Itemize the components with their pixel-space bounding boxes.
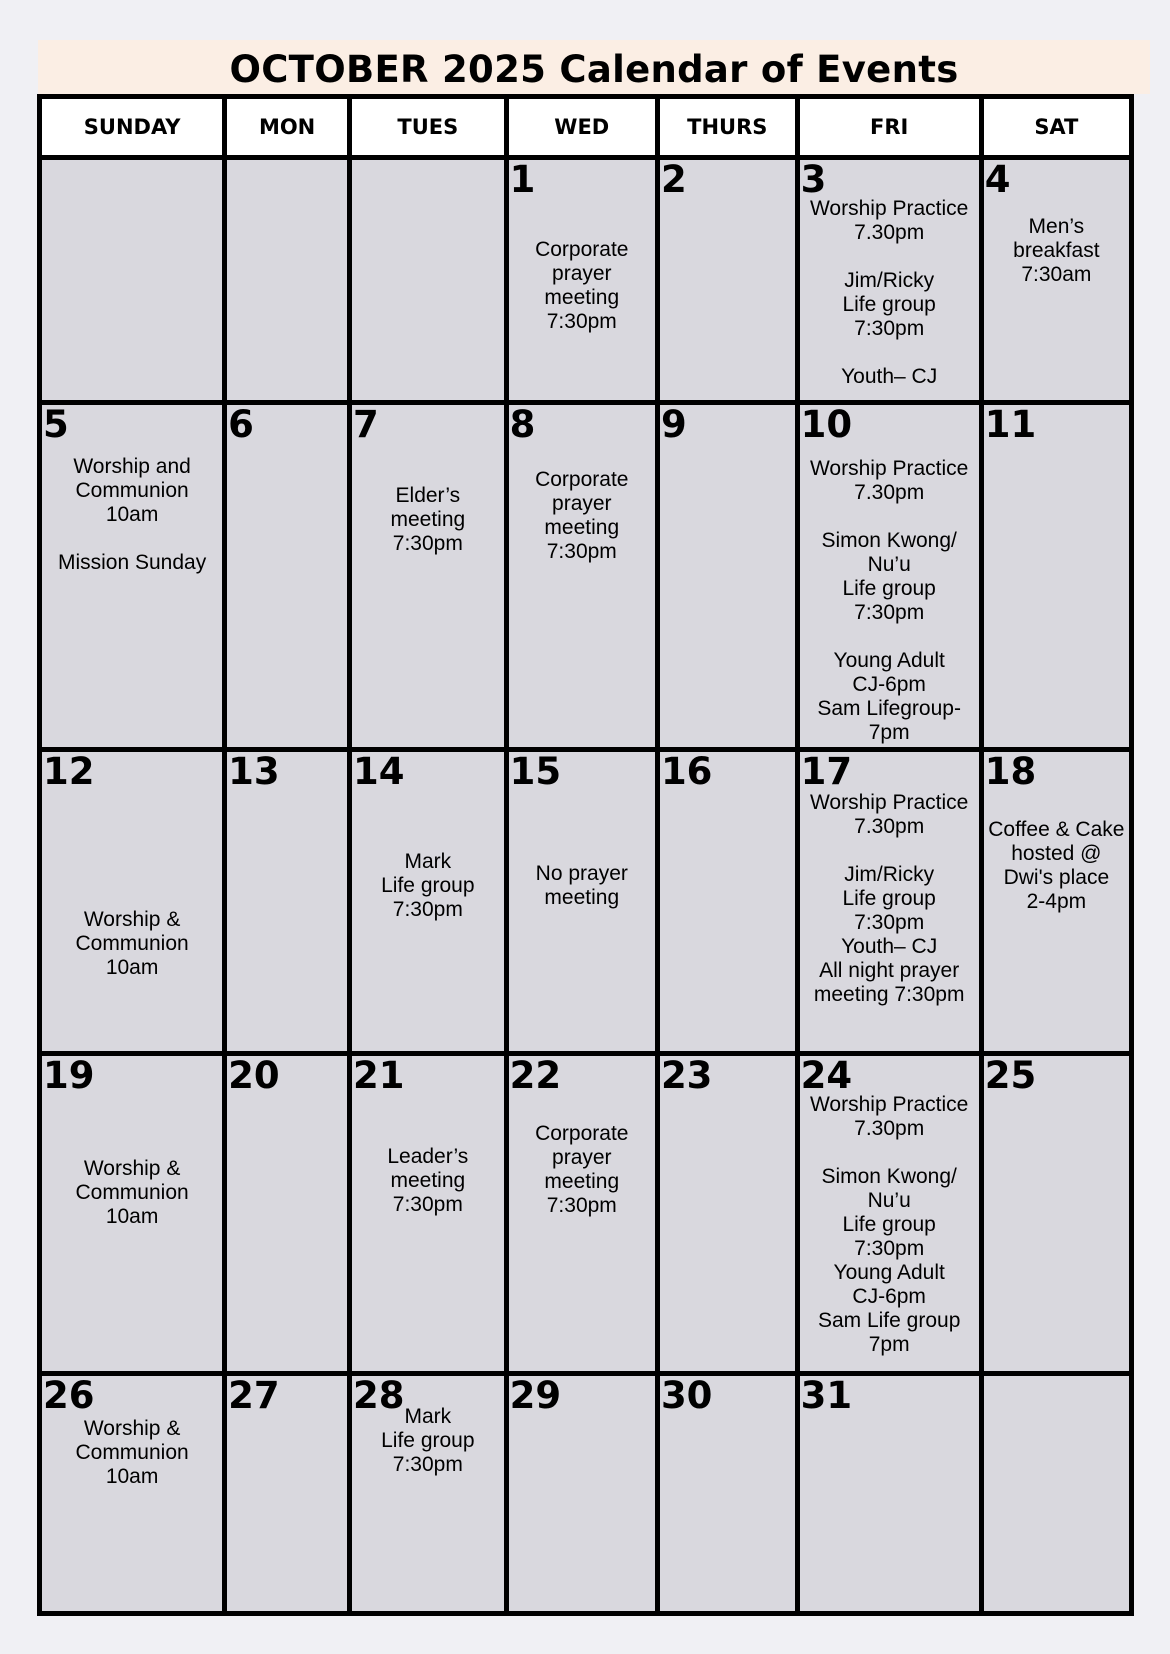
day-cell [981,750,1131,1054]
day-number: 16 [660,750,713,794]
day-cell [506,1054,657,1374]
day-number: 31 [800,1374,853,1418]
day-number: 5 [43,402,69,446]
day-cell [981,1374,1131,1614]
day-cell [797,158,981,403]
weekday-header-friday: FRI [797,97,981,158]
day-cell [225,1054,350,1374]
day-cell [657,1374,797,1614]
day-cell [350,402,507,749]
day-events: Mark Life group 7:30pm [381,850,475,922]
weekday-header-monday: MON [225,97,350,158]
title-banner [38,40,1150,94]
day-events: Mark Life group 7:30pm [381,1405,475,1477]
week-row [40,750,1132,1054]
day-number: 11 [984,402,1037,446]
day-cell [40,158,225,403]
day-cell [657,1054,797,1374]
day-cell [350,750,507,1054]
week-row [40,1374,1132,1614]
day-number: 13 [228,750,280,794]
day-cell [981,402,1131,749]
day-cell [797,1374,981,1614]
day-cell [350,158,507,403]
week-row [40,402,1132,749]
day-cell [506,750,657,1054]
day-number: 20 [228,1054,280,1098]
day-number: 28 [353,1374,405,1418]
day-number: 19 [43,1054,95,1098]
day-cell [40,750,225,1054]
day-events: Corporate prayer meeting 7:30pm [535,238,629,333]
day-cell [797,402,981,749]
day-number: 7 [353,402,379,446]
day-number: 18 [984,750,1037,794]
day-cell [350,1054,507,1374]
day-cell [797,750,981,1054]
day-cell [797,1054,981,1374]
day-number: 22 [509,1054,562,1098]
weekday-header-thursday: THURS [657,97,797,158]
day-events: Worship and Communion 10am Mission Sunday [57,454,207,574]
day-events: Worship Practice 7.30pm Simon Kwong/ Nu’u Life group 7:30pm Young Adult CJ-6pm Sam Life group 7pm [809,1093,969,1357]
day-number: 4 [984,158,1011,201]
day-number: 21 [353,1054,405,1098]
weekday-header-row [40,97,1132,158]
day-events: Worship Practice 7.30pm Jim/Ricky Life group 7:30pm Youth– CJ All night prayer meeting 7:30pm [809,791,969,1007]
day-events: Leader’s meeting 7:30pm [387,1145,469,1217]
day-cell [40,402,225,749]
day-cell [981,1054,1131,1374]
day-number: 27 [228,1374,280,1418]
day-number: 10 [800,402,853,446]
page-title: OCTOBER 2025 Calendar of Events [229,47,959,91]
day-number: 8 [509,402,536,446]
weekday-header-sunday: SUNDAY [40,97,225,158]
day-events: Elder’s meeting 7:30pm [390,483,466,555]
day-number: 9 [660,402,687,446]
day-number: 14 [353,750,405,794]
day-number: 25 [984,1054,1037,1098]
day-number: 12 [43,750,95,794]
day-number: 30 [660,1374,713,1418]
day-number: 1 [509,158,536,201]
day-events: Corporate prayer meeting 7:30pm [535,1122,629,1218]
day-number: 15 [509,750,562,794]
day-cell [506,1374,657,1614]
day-events: Coffee & Cake hosted @ Dwi's place 2-4pm [988,818,1125,914]
week-row [40,1054,1132,1374]
day-events: Worship & Communion 10am [75,908,189,980]
day-cell [506,158,657,403]
day-number: 17 [800,750,853,794]
day-cell [40,1054,225,1374]
day-number: 24 [800,1054,853,1098]
day-cell [981,158,1131,403]
day-cell [657,402,797,749]
day-number: 26 [43,1374,95,1418]
day-cell [657,158,797,403]
day-number: 2 [660,158,687,201]
day-number: 23 [660,1054,713,1098]
day-events: Men’s breakfast 7:30am [1013,215,1100,286]
day-events: Corporate prayer meeting 7:30pm [535,467,629,563]
day-number: 6 [228,402,254,446]
day-cell [225,402,350,749]
day-cell [40,1374,225,1614]
calendar-grid [37,94,1134,1616]
day-events: Worship Practice 7.30pm Simon Kwong/ Nu’u Life group 7:30pm Young Adult CJ-6pm Sam Lifegroup- 7pm [809,456,969,744]
day-events: No prayer meeting [535,862,628,910]
day-cell [350,1374,507,1614]
day-cell [225,750,350,1054]
day-cell [225,158,350,403]
day-cell [225,1374,350,1614]
weekday-header-tuesday: TUES [350,97,507,158]
day-number: 3 [800,158,827,201]
week-row [40,158,1132,403]
weekday-header-wednesday: WED [506,97,657,158]
day-cell [657,750,797,1054]
day-events: Worship & Communion 10am [75,1157,189,1229]
day-events: Worship & Communion 10am [75,1417,189,1489]
weekday-header-saturday: SAT [981,97,1131,158]
day-number: 29 [509,1374,562,1418]
day-events: Worship Practice 7.30pm Jim/Ricky Life group 7:30pm Youth– CJ [809,197,969,388]
day-cell [506,402,657,749]
